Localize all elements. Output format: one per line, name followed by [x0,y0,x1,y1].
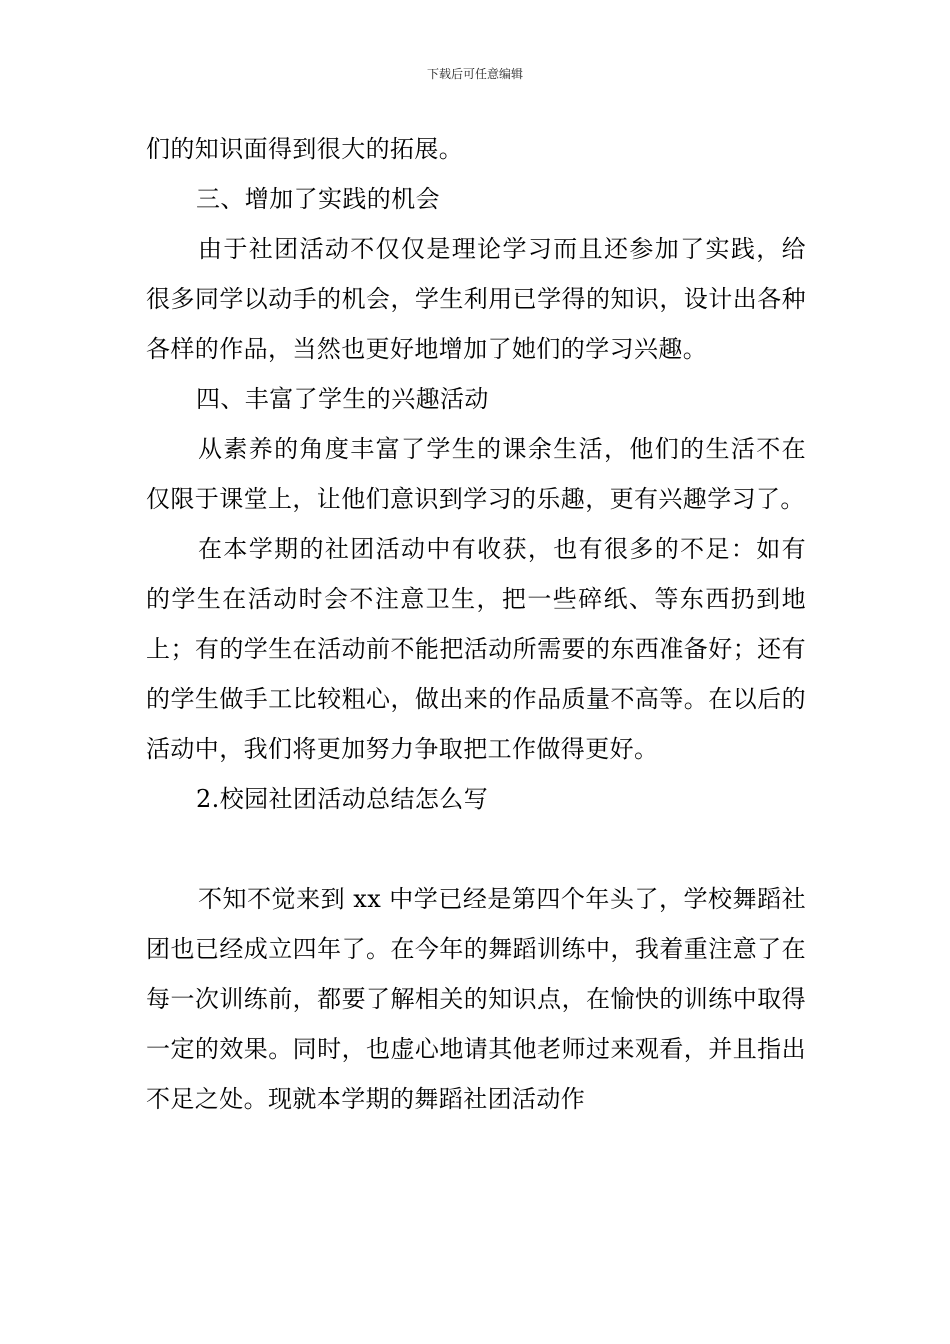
paragraph-interest: 从素养的角度丰富了学生的课余生活，他们的生活不在仅限于课堂上，让他们意识到学习的乐趣，更有兴趣学习了。 [146,435,806,513]
page-header: 下载后可任意编辑 [426,67,523,81]
section-heading-interest: 四、丰富了学生的兴趣活动 [196,385,489,413]
document-body [146,124,806,1124]
paragraph-continuation: 们的知识面得到很大的拓展。 [146,135,464,163]
section-heading-summary: 2.校园社团活动总结怎么写 [196,785,489,813]
blank-line [146,824,806,874]
paragraph-shortcomings: 在本学期的社团活动中有收获，也有很多的不足：如有的学生在活动时会不注意卫生，把一些碎纸、等东西扔到地上；有的学生在活动前不能把活动所需要的东西准备好；还有的学生做手工比较粗心，做出来的作品质量不高等。在以后的活动中，我们将更加努力争取把工作做得更好。 [146,535,806,763]
paragraph-practice: 由于社团活动不仅仅是理论学习而且还参加了实践，给很多同学以动手的机会，学生利用已学得的知识，设计出各种各样的作品，当然也更好地增加了她们的学习兴趣。 [146,235,806,363]
section-heading-practice: 三、增加了实践的机会 [196,185,440,213]
paragraph-dance-club: 不知不觉来到 xx 中学已经是第四个年头了，学校舞蹈社团也已经成立四年了。在今年的舞蹈训练中，我着重注意了在每一次训练前，都要了解相关的知识点，在愉快的训练中取得一定的效果。同时，也虚心地请其他老师过来观看，并且指出不足之处。现就本学期的舞蹈社团活动作 [146,885,806,1113]
